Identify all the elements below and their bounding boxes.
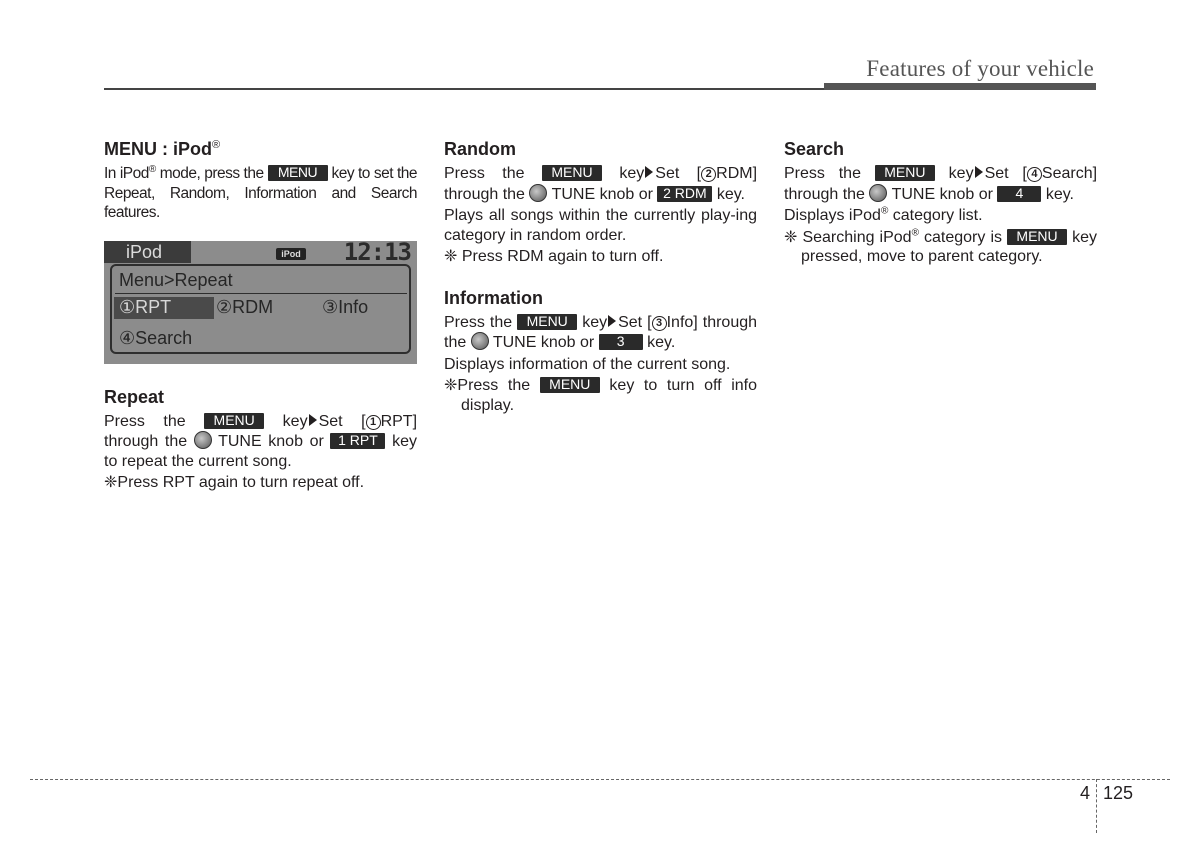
menu-key-icon: MENU: [875, 165, 935, 181]
column-2: [444, 138, 757, 417]
arrow-right-icon: [608, 315, 616, 327]
tune-knob-icon: [869, 184, 887, 202]
header-title: Features of your vehicle: [866, 56, 1094, 81]
key-4-icon: 4: [997, 186, 1041, 202]
information-heading: Information: [444, 287, 543, 308]
repeat-heading: Repeat: [104, 386, 165, 407]
screen-menu-path: Menu>Repeat: [119, 269, 233, 290]
chapter-number: 4: [1080, 783, 1091, 803]
rdm-key-icon: 2 RDM: [657, 186, 712, 202]
repeat-note: ❈Press RPT again to turn repeat off.: [104, 474, 365, 491]
menu-ipod-intro: In iPod® mode, press the MENU key to set the Repeat, Random, Information and Search features.: [104, 163, 417, 221]
arrow-right-icon: [309, 414, 317, 426]
information-instructions: Press the MENU key Set [ 3 Info] through the TUNE knob or 3 key.: [444, 312, 758, 351]
information-description: Displays information of the current song.: [444, 355, 731, 373]
footer-rule: [30, 779, 1170, 780]
key-3-icon: 3: [599, 334, 643, 350]
page-number: 125: [1103, 783, 1134, 803]
menu-key-icon: MENU: [204, 413, 264, 429]
screen-divider: [115, 293, 407, 295]
menu-key-icon: MENU: [268, 165, 328, 181]
tune-knob-icon: [529, 184, 547, 202]
circled-number-icon: 4: [1027, 167, 1042, 182]
column-3: [784, 138, 1097, 269]
random-note: ❈ Press RDM again to turn off.: [444, 248, 664, 265]
tune-knob-icon: [471, 332, 489, 350]
menu-key-icon: MENU: [517, 314, 577, 330]
screen-option-search: ④Search: [119, 327, 193, 348]
search-description: Displays iPod® category list.: [784, 205, 983, 224]
menu-key-icon: MENU: [542, 165, 602, 181]
tune-knob-icon: [194, 431, 212, 449]
screen-option-rpt: ①RPT: [114, 297, 214, 319]
screen-clock: 12:13: [343, 237, 411, 266]
random-heading: Random: [444, 139, 516, 159]
random-description: Plays all songs within the currently play-ing category in random order.: [444, 207, 757, 244]
search-instructions: Press the MENU key Set [ 4 Search] through the TUNE knob or 4 key.: [784, 164, 1098, 203]
screen-option-info: ③Info: [322, 296, 369, 317]
search-heading: Search: [784, 139, 845, 159]
circled-number-icon: 2: [701, 167, 716, 182]
arrow-right-icon: [975, 166, 983, 178]
menu-ipod-heading: MENU : iPod®: [104, 139, 221, 159]
menu-key-icon: MENU: [540, 377, 600, 393]
repeat-instructions: Press the MENU key Set [ 1 RPT] through the TUNE knob or 1 RPT key to repeat the current song.: [104, 411, 418, 470]
screen-option-rdm: ②RDM: [216, 296, 274, 317]
search-note: ❈ Searching iPod® category is MENU key pressed, move to parent category.: [784, 227, 1097, 265]
circled-number-icon: 3: [652, 316, 667, 331]
header-bar: [824, 83, 1096, 90]
screen-menu-panel: [110, 264, 411, 354]
rpt-key-icon: 1 RPT: [330, 433, 385, 449]
column-1: [104, 138, 417, 495]
ipod-display-screen: [104, 237, 417, 364]
ipod-badge-icon: iPod: [276, 248, 306, 260]
arrow-right-icon: [645, 166, 653, 178]
information-note: ❈Press the MENU key to turn off info display.: [444, 376, 758, 414]
menu-key-icon: MENU: [1007, 229, 1067, 245]
circled-number-icon: 1: [366, 415, 381, 430]
random-instructions: Press the MENU key Set [ 2 RDM] through the TUNE knob or 2 RDM key.: [444, 164, 758, 203]
footer-vertical-rule: [1096, 779, 1097, 833]
screen-tab: iPod: [104, 241, 191, 263]
